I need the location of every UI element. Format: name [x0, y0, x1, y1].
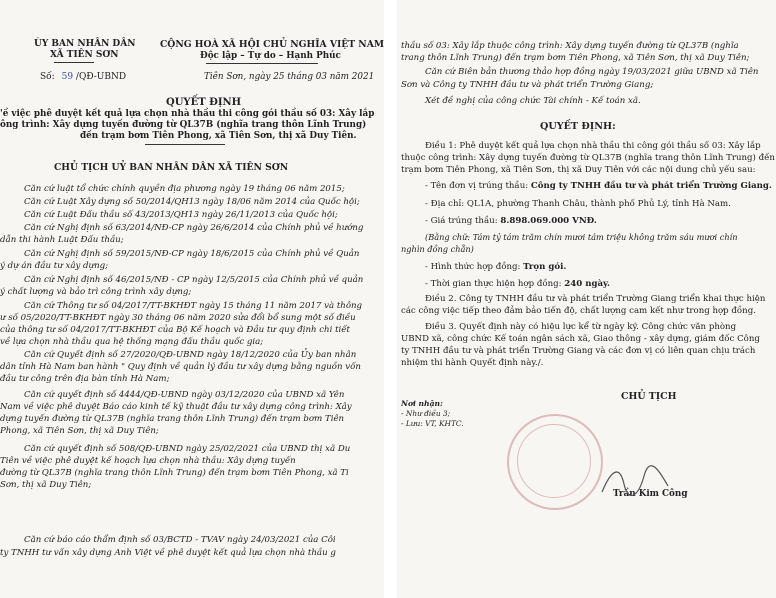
body-line: Căn cứ Nghị định số 46/2015/NĐ - CP ngày 12/5/2015 của Chính phủ về quản [24, 275, 364, 285]
body-line: đường từ QL37B (nghĩa trang thôn Lĩnh Trung) đến trạm bơm Tiên Phong, xã Ti [0, 468, 349, 478]
agency-line1: ÙY BAN NHÂN DÂN [34, 39, 136, 49]
official-stamp-inner-icon [517, 424, 591, 498]
right-page [397, 0, 776, 598]
contract-label: - Hình thức hợp đồng: [425, 262, 521, 272]
doc-number [40, 72, 126, 82]
body-line: Căn cứ Nghị định số 63/2014/NĐ-CP ngày 26/6/2014 của Chính phủ về hướng [24, 223, 364, 233]
right-top-line: thầu số 03: Xây lắp thuộc công trình: Xây dựng tuyến đường từ QL37B (nghĩa [401, 41, 739, 51]
number-value: 59 [61, 72, 74, 82]
article3-line: ty TNHH đầu tư và phát triển Trường Giang và các đơn vị có liên quan chịu trách [401, 346, 756, 356]
duration-row [425, 279, 610, 290]
article2-line: các công việc tiếp theo đảm bảo tiến độ, chất lượng cam kết như trong hợp đồng. [401, 306, 756, 316]
article2-line: Điều 2. Công ty TNHH đầu tư và phát triển Trường Giang triển khai thực hiện [425, 294, 766, 304]
subject-line1: 'ề việc phê duyệt kết quả lựa chọn nhà thầu thi công gói thầu số 03: Xây lắp [0, 109, 375, 119]
decision-title: QUYẾT ĐỊNH [166, 97, 242, 108]
decides-title: QUYẾT ĐỊNH: [540, 121, 616, 132]
authority-title: CHỦ TỊCH UỶ BAN NHÂN DÂN XÃ TIÊN SƠN [54, 162, 289, 173]
number-prefix: Số: [40, 72, 55, 82]
national-title: CỘNG HOÀ XÃ HỘI CHỦ NGHĨA VIỆT NAM [160, 39, 384, 50]
body-line: về lựa chọn nhà thầu qua hệ thống mạng đấu thầu quốc gia; [0, 337, 264, 347]
body-line: Căn cứ Luật Đấu thầu số 43/2013/QH13 ngày 26/11/2013 của Quốc hội; [24, 210, 338, 220]
body-line: Nam về việc phê duyệt Báo cáo kinh tế kỹ thuật đầu tư xây dựng công trình: Xây [0, 402, 352, 412]
body-line: ư số 05/2020/TT-BKHĐT ngày 30 tháng 06 năm 2020 sửa đổi bổ sung một số điều [0, 313, 356, 323]
winner-value: Công ty TNHH đầu tư và phát triển Trường Giang. [530, 181, 772, 191]
contract-value: Trọn gói. [523, 262, 567, 272]
article3-line: UBND xã, công chức Kế toán ngân sách xã, Giao thông - xây dựng, giám đốc Công [401, 334, 760, 344]
body-line: Phong, xã Tiên Sơn, thị xã Duy Tiên; [0, 426, 159, 436]
number-suffix: /QĐ-UBND [75, 72, 127, 82]
winner-label: - Tên đơn vị trúng thầu: [425, 181, 529, 191]
subject-line3: đến trạm bơm Tiên Phong, xã Tiên Sơn, thị xã Duy Tiên. [80, 131, 357, 141]
motto-underline [206, 63, 318, 64]
body-line: dẫn thi hành Luật Đấu thầu; [0, 235, 124, 245]
body-line: của thông tư số 04/2017/TT-BKHĐT của Bộ Kế hoạch và Đầu tư quy định chi tiết [0, 325, 351, 335]
agency-underline [54, 62, 94, 63]
article1-line: trạm bơm Tiên Phong, xã Tiên Sơn, thị xã Duy Tiên với các nội dung chủ yếu sau: [401, 165, 756, 175]
body-line: Căn cứ Luật Xây dựng số 50/2014/QH13 ngày 18/06 năm 2014 của Quốc hội; [24, 197, 360, 207]
body-line: Căn cứ báo cáo thẩm định số 03/BCTD - TVAV ngày 24/03/2021 của Côi [24, 535, 336, 545]
body-line: Tiên về việc phê duyệt kế hoạch lựa chọn nhà thầu: Xây dựng tuyến [0, 456, 296, 466]
motto: Độc lập – Tự do – Hạnh Phúc [200, 51, 341, 61]
right-top-line: Căn cứ Biên bản thương thảo hợp đồng ngày 19/03/2021 giữa UBND xã Tiên [425, 67, 759, 77]
body-line: Căn cứ Thông tư số 04/2017/TT-BKHĐT ngày 15 tháng 11 năm 2017 và thông [24, 301, 363, 311]
address-line: - Địa chỉ: QL1A, phường Thanh Châu, thành phố Phủ Lý, tỉnh Hà Nam. [425, 199, 731, 209]
signature-icon [600, 462, 670, 502]
left-page [0, 0, 384, 598]
body-line: Sơn, thị xã Duy Tiên; [0, 480, 92, 490]
signer-title: CHỦ TỊCH [621, 391, 677, 402]
right-top-line: Xét đề nghị của công chức Tài chính - Kế toán xã. [425, 96, 641, 106]
recipient-item: - Như điều 3; [401, 409, 451, 418]
duration-value: 240 ngày. [564, 279, 611, 289]
article3-line: Điều 3. Quyết định này có hiệu lực kể từ ngày ký. Công chức văn phòng [425, 322, 737, 332]
body-line: ty TNHH tư vấn xây dựng Anh Việt về phê duyệt kết quả lựa chọn nhà thầu g [0, 548, 336, 558]
signer-name: Trần Kim Công [613, 489, 688, 499]
body-line: Căn cứ quyết định số 508/QĐ-UBND ngày 25/02/2021 của UBND thị xã Du [24, 444, 351, 454]
body-line: Căn cứ Quyết định số 27/2020/QĐ-UBND ngày 18/12/2020 của Ủy ban nhân [24, 350, 357, 360]
contract-row [425, 262, 566, 273]
body-line: ý chất lượng và bảo trì công trình xây dựng; [0, 287, 192, 297]
article3-line: nhiệm thi hành Quyết định này./. [401, 358, 544, 368]
recipient-item: - Lưu: VT, KHTC. [401, 419, 464, 428]
right-top-line: trang thôn Lĩnh Trung) đến trạm bơm Tiên Phong, xã Tiên Sơn, thị xã Duy Tiên; [401, 53, 750, 63]
body-line: Căn cứ luật tổ chức chính quyền địa phương ngày 19 tháng 06 năm 2015; [24, 184, 345, 194]
article1-line: Điều 1: Phê duyệt kết quả lựa chọn nhà thầu thi công gói thầu số 03: Xây lắp [425, 141, 761, 151]
price-words-line1: (Bằng chữ: Tám tỷ tám trăm chín mươi tám triệu không trăm sáu mươi chín [425, 232, 738, 242]
subject-underline [145, 144, 225, 145]
body-line: đầu tư công trên địa bàn tỉnh Hà Nam; [0, 374, 170, 384]
date-line: Tiên Sơn, ngày 25 tháng 03 năm 2021 [204, 72, 375, 82]
body-line: Căn cứ Nghị định số 59/2015/NĐ-CP ngày 18/6/2015 của Chính phủ về Quản [24, 249, 360, 259]
winner-row [425, 181, 772, 192]
price-label: - Giá trúng thầu: [425, 216, 498, 226]
price-words-line2: nghìn đồng chẵn) [401, 244, 474, 254]
body-line: dựng tuyến đường từ QL37B (nghĩa trang thôn Lĩnh Trung) đến trạm bơm Tiên [0, 414, 345, 424]
duration-label: - Thời gian thực hiện hợp đồng: [425, 279, 562, 289]
price-value: 8.898.069.000 VNĐ. [500, 216, 597, 226]
agency-line2: XÃ TIÊN SƠN [50, 50, 119, 60]
article1-line: thuộc công trình: Xây dựng tuyến đường từ QL37B (nghĩa trang thôn Lĩnh Trung) đến [401, 153, 775, 163]
body-line: ý dự án đầu tư xây dựng; [0, 261, 109, 271]
subject-line2: ông trình: Xây dựng tuyến đường từ QL37B (nghĩa trang thôn Lĩnh Trung) [0, 120, 367, 130]
price-row [425, 216, 597, 227]
body-line: dân tỉnh Hà Nam ban hành " Quy định về quản lý đầu tư xây dựng bằng nguồn vốn [0, 362, 361, 372]
right-top-line: Sơn và Công ty TNHH đầu tư và phát triển Trường Giang; [401, 80, 654, 90]
recipients-title: Nơi nhận: [401, 399, 443, 408]
body-line: Căn cứ quyết định số 4444/QĐ-UBND ngày 03/12/2020 của UBND xã Yên [24, 390, 345, 400]
